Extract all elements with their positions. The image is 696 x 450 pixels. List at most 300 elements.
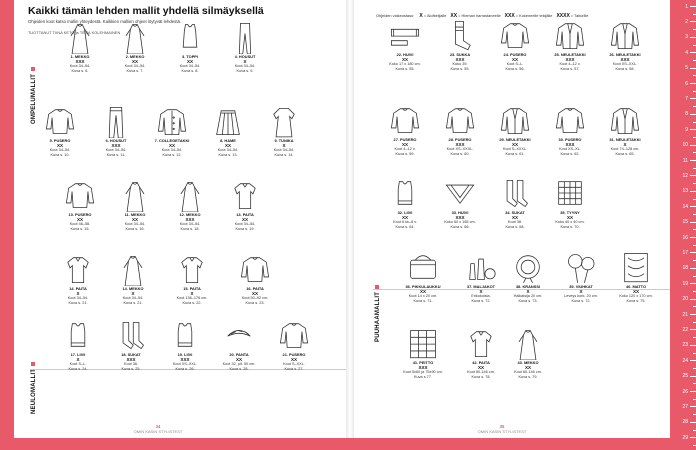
ruler-tick [690,83,696,84]
ruler-number: 15 [682,219,688,226]
difficulty-mark: XXX [455,214,465,220]
item-sizes: Koot XS–XXL. [172,362,198,367]
item-page-ref: Kuva s. 11. [106,152,126,157]
credits-line: TUOTTANUT TIINA KETO ja TEIJA KOLEHMAINEN [28,31,121,35]
ruler-number: 26 [682,388,688,395]
item-page-ref: Kuva s. 65. [615,151,635,156]
ruler-tick [690,283,696,284]
item-label: 42. PAITA [472,360,490,365]
item-page-ref: Kuva s. 61. [505,151,525,156]
item-label: 32. LIIVI [397,210,413,215]
dress-sketch-icon [63,20,97,54]
catalog-item[interactable] [551,250,611,303]
item-page-ref: Kuva s. 22. [182,300,202,305]
catalog-item[interactable] [155,318,215,371]
shirt-sketch-icon [464,326,498,360]
ruler-tick [690,175,696,176]
ruler-number: 3 [685,34,688,41]
item-page-ref: Kuva s. 73. [518,298,538,303]
ruler-number: 16 [682,234,688,241]
catalog-item[interactable] [485,18,545,71]
vest-sketch-icon [61,318,95,352]
item-page-ref: Kuva s. 68. [505,224,525,229]
item-label: 9. TUNIKA [274,138,294,143]
jacket-sketch-icon [155,104,189,138]
item-page-ref: Kuva s. 58. [615,66,635,71]
vest-sketch-icon [168,318,202,352]
legend-mark: XXXX [556,13,570,19]
difficulty-mark: XX [401,56,408,62]
catalog-item[interactable] [103,252,163,305]
item-page-ref: Kuva s. 14. [274,152,294,157]
top-sketch-icon [173,20,207,54]
cardigan-sketch-icon [553,18,587,52]
item-page-ref: Kuva s.77. [414,374,432,379]
catalog-item[interactable] [142,104,202,157]
item-label: 18. SUKAT [121,352,141,357]
ruler-tick [690,360,696,361]
ruler-tick [690,299,696,300]
difficulty-mark: XXX [565,56,575,62]
item-label: 10. PUSERO [68,212,92,217]
cardigan-sketch-icon [608,18,642,52]
tunic-sketch-icon [267,104,301,138]
ruler-number: 12 [682,172,688,179]
catalog-item[interactable] [595,103,655,156]
item-label: 21. PUSERO [282,352,306,357]
item-sizes: Koot S–L. [506,62,524,67]
difficulty-mark: XX [632,288,639,294]
ruler-tick [690,6,696,7]
catalog-item[interactable] [430,176,490,229]
difficulty-mark: XX [477,364,484,370]
edge-ruler [676,0,696,450]
item-label: 13. PAITA [236,212,254,217]
ruler-number: 27 [682,403,688,410]
cardigan-sketch-icon [608,103,642,137]
item-sizes: Koot 4–12 v. [394,147,416,152]
item-label: 40. MATTO [626,284,646,289]
difficulty-mark: XXX [455,141,465,147]
item-label: 37. MALJAKOT [466,284,496,289]
item-label: 33. HUIVI [451,210,469,215]
item-page-ref: Kuva s. 27. [284,366,304,371]
ruler-number: 11 [682,157,688,164]
item-sizes: Koot 74–128 cm. [610,147,640,152]
item-label: 19. LIIVI [177,352,193,357]
item-sizes: Koot 34–54. [273,148,295,153]
catalog-item[interactable] [86,104,146,157]
ruler-tick [690,437,696,438]
difficulty-mark: X [526,288,530,294]
scarf-sketch-icon [388,18,422,52]
catalog-item[interactable] [540,176,600,229]
page-gutter [346,0,354,438]
catalog-item[interactable] [209,318,269,371]
wreath-sketch-icon [511,250,545,284]
ruler-number: 5 [685,65,688,72]
item-page-ref: Kuva s. 55. [395,66,415,71]
catalog-item[interactable] [595,18,655,71]
item-page-ref: Kuva s. 62. [560,151,580,156]
sweater-sketch-icon [443,103,477,137]
difficulty-mark: XX [76,216,83,222]
catalog-item[interactable] [160,20,220,73]
item-page-ref: Kuva s. 60. [450,151,470,156]
difficulty-mark: XX [235,356,242,362]
subtitle-line: Ohjeiden koot katso mallin yhteydestä. Kaikkien mallien ohjeet löytyvät lehdestä. [28,19,182,24]
legend-text: = Hieman harrastaneelle [457,13,501,18]
catalog-item[interactable] [160,178,220,231]
ruler-tick [690,237,696,238]
item-sizes: Koot 136–176 cm. [176,296,208,301]
catalog-item[interactable] [498,326,558,379]
catalog-item[interactable] [225,252,285,305]
sweater-sketch-icon [388,103,422,137]
difficulty-mark: X [190,290,194,296]
difficulty-mark: XXX [455,56,465,62]
item-page-ref: Kuva s. 71. [413,298,433,303]
item-label: 20. PANTA [229,352,249,357]
sock-sketch-icon [443,18,477,52]
socks-sketch-icon [498,176,532,210]
ruler-number: 23 [682,342,688,349]
difficulty-mark: XX [224,142,231,148]
item-page-ref: Kuva s. 55. [450,66,470,71]
ruler-number: 29 [682,434,688,441]
catalog-item[interactable] [215,20,275,73]
item-sizes: Koot 5x60 ja 75x90 cm. [403,370,443,375]
item-page-ref: Kuva s. 70. [560,224,580,229]
catalog-item[interactable] [485,176,545,229]
item-label: 2. MEKKO [125,54,145,59]
item-page-ref: Kuva s. 15. [70,226,90,231]
difficulty-mark: XX [168,142,175,148]
vest-sketch-icon [388,176,422,210]
catalog-item[interactable] [48,252,108,305]
difficulty-mark: XX [251,290,258,296]
catalog-item[interactable] [101,318,161,371]
ruler-tick [690,160,696,161]
item-sizes: Koot S–XXL. [283,362,305,367]
ruler-tick [690,391,696,392]
item-sizes: Koot 50–92 cm. [241,296,269,301]
ruler-number: 22 [682,326,688,333]
item-label: 24. PUSERO [503,52,527,57]
ruler-tick [690,252,696,253]
catalog-item[interactable] [606,250,666,303]
ruler-number: 7 [685,95,688,102]
catalog-item[interactable] [30,104,90,157]
ruler-tick [690,376,696,377]
catalog-item[interactable] [498,250,558,303]
difficulty-mark: X [243,58,247,64]
item-label: 1. MEKKO [70,54,90,59]
difficulty-mark: XX [186,58,193,64]
socks-sketch-icon [114,318,148,352]
page-number: 34 [155,424,161,429]
item-label: 4. HOUSUT [234,54,256,59]
shawl-sketch-icon [443,176,477,210]
difficulty-mark: XX [131,58,138,64]
headband-sketch-icon [222,318,256,352]
item-page-ref: Kuva s. 78. [471,374,491,379]
difficulty-mark: X [76,290,80,296]
ruler-tick [690,145,696,146]
difficulty-mark: XXX [180,356,190,362]
item-label: 22. HUIVI [396,52,414,57]
section-puuhamallit: PUUHAAMALLIT [375,285,381,342]
item-label: 39. VIUHKAT [569,284,593,289]
item-label: 26. NEULETAKKI [609,52,641,57]
difficulty-mark: X [623,141,627,147]
catalog-item[interactable] [540,18,600,71]
item-sizes: Koot S–L. [69,362,87,367]
catalog-item[interactable] [264,318,324,371]
ruler-number: 8 [685,111,688,118]
item-label: 5. PUSERO [49,138,71,143]
item-sizes: Koot 4–12 v. [559,62,581,67]
difficulty-mark: X [282,142,286,148]
shirt-sketch-icon [175,252,209,286]
ruler-number: 20 [682,296,688,303]
quilt-sketch-icon [406,326,440,360]
ruler-tick [690,191,696,192]
item-label: 25. NEULETAKKI [554,52,586,57]
catalog-item[interactable] [254,104,314,157]
dress-sketch-icon [173,178,207,212]
item-label: 28. PUSERO [448,137,472,142]
dress-sketch-icon [118,178,152,212]
difficulty-mark: X [579,288,583,294]
skirt-sketch-icon [211,104,245,138]
difficulty-mark: XXX [111,142,121,148]
section-neulemallit: NEULOMALLIT [31,362,37,414]
ruler-tick [690,222,696,223]
catalog-item[interactable] [375,176,435,229]
difficulty-mark: XXX [620,56,630,62]
ruler-tick [690,345,696,346]
item-page-ref: Kuva s. 10. [50,152,70,157]
item-sizes: Koot 34–54. [49,148,71,153]
legend-text: = Kokeneelle tekijälle [514,13,553,18]
catalog-item[interactable] [430,18,490,71]
item-page-ref: Kuva s. 72. [571,298,591,303]
ruler-number: 9 [685,126,688,133]
catalog-item[interactable] [162,252,222,305]
item-sizes: Koot XS–XXL. [612,62,638,67]
item-sizes: Koot XS–XL. [559,147,581,152]
legend-mark: XXX [504,13,515,19]
item-sizes: Koot 34–54. [67,296,89,301]
item-sizes: Koot 14 x 20 cm. [408,294,438,299]
sweater-sketch-icon [498,18,532,52]
catalog-item[interactable] [375,103,435,156]
difficulty-mark: XX [511,214,518,220]
catalog-item[interactable] [430,103,490,156]
folio-text: OMIN KÄSIN STYLISTEST [133,429,183,434]
item-page-ref: Kuva s. 8. [181,68,199,73]
item-page-ref: Kuva s. 59. [395,151,415,156]
sweater-sketch-icon [553,103,587,137]
ruler-number: 24 [682,357,688,364]
difficulty-mark: X [76,356,80,362]
ruler-number: 10 [682,142,688,149]
difficulty-mark: XX [566,214,573,220]
item-page-ref: Kuva s. 13. [218,152,238,157]
item-label: 12. MEKKO [179,212,201,217]
item-sizes: Koot 34–54. [217,148,239,153]
catalog-item[interactable] [375,18,435,71]
legend-prefix: Ohjeiden vaikeustaso: [376,13,415,18]
ruler-number: 6 [685,80,688,87]
item-sizes: Koot 34–54. [161,148,183,153]
item-label: 8. HAME [220,138,236,143]
item-page-ref: Kuva s. 6. [71,68,89,73]
ruler-tick [690,98,696,99]
ruler-tick [690,422,696,423]
item-sizes: Koot 34–54. [179,222,201,227]
leggings-sketch-icon [228,20,262,54]
item-sizes: Koko 39. [452,62,468,67]
item-sizes: Koot S–XXXL. [502,147,528,152]
catalog-item[interactable] [393,250,453,303]
item-label: 16. PAITA [246,286,264,291]
cushion-sketch-icon [553,176,587,210]
item-page-ref: Kuva s. 19. [235,226,255,231]
difficulty-mark: XXX [126,356,136,362]
catalog-item[interactable] [105,178,165,231]
difficulty-mark: XX [56,142,63,148]
item-sizes: Koot 34–54. [124,222,146,227]
item-sizes: Koko 17 x 180 cm. [389,62,421,67]
catalog-item[interactable] [485,103,545,156]
ruler-number: 4 [685,49,688,56]
item-sizes: Koko 120 x 170 cm. [619,294,653,299]
ruler-tick [690,329,696,330]
item-page-ref: Kuva s. 23. [245,300,265,305]
item-page-ref: Kuva s. 66. [450,224,470,229]
item-sizes: Leveys kork. 20 cm. [564,294,598,299]
item-sizes: Koot 34–54. [122,296,144,301]
bag-sketch-icon [406,250,440,284]
item-sizes: Koot 34–54. [234,222,256,227]
ruler-tick [690,268,696,269]
item-sizes: Koot 36. [123,362,139,367]
item-page-ref: Kuva s. 72. [471,298,491,303]
ruler-tick [690,68,696,69]
sweater-sketch-icon [238,252,272,286]
item-page-ref: Kuva s. 64. [395,224,415,229]
difficulty-mark: XX [511,56,518,62]
ruler-number: 1 [685,3,688,10]
item-label: 31. NEULETAKKI [609,137,641,142]
ruler-number: 25 [682,373,688,380]
item-sizes: Koot 46–58. [69,222,91,227]
shirt-sketch-icon [61,252,95,286]
item-label: 3. TOPPI [182,54,198,59]
item-page-ref: Kuva s. 16. [125,226,145,231]
catalog-item[interactable] [105,20,165,73]
folio-left [118,424,198,434]
item-sizes: Koot 34–54. [124,64,146,69]
item-label: 23. SUKKA [449,52,471,57]
sweater-sketch-icon [277,318,311,352]
ruler-tick [690,114,696,115]
ruler-tick [690,314,696,315]
difficulty-mark: X [131,290,135,296]
ruler-tick [690,129,696,130]
item-page-ref: Kuva s. 56. [505,66,525,71]
item-sizes: Koot 34–54. [234,64,256,69]
catalog-item[interactable] [50,20,110,73]
ruler-number: 13 [682,188,688,195]
folio-right [462,424,542,434]
item-sizes: Koot 32, pit. 50 cm. [222,362,256,367]
fans-sketch-icon [564,250,598,284]
item-sizes: Koot 34–54. [179,64,201,69]
legend-text: = Aloittelijalle [422,13,447,18]
item-label: 35. TYYNY [560,210,580,215]
item-label: 29. NEULETAKKI [499,137,531,142]
legend-mark: XX [450,13,458,19]
item-page-ref: Kuva s. 75. [626,298,646,303]
page-title: Kaikki tämän lehden mallit yhdellä silmäyksellä [28,5,264,17]
item-sizes: Koko 40 x 40 cm. [555,220,585,225]
item-label: 14. MEKKO [122,286,144,291]
sweater-sketch-icon [63,178,97,212]
difficulty-mark: XXX [418,364,428,370]
difficulty-mark: XX [131,216,138,222]
item-page-ref: Kuva s. 28. [229,366,249,371]
item-page-ref: Kuva s. 9. [236,68,254,73]
cardigan-sketch-icon [498,103,532,137]
trousers-sketch-icon [99,104,133,138]
difficulty-mark: XX [241,216,248,222]
item-label: 34. SUKAT [505,210,525,215]
legend-mark: X [419,13,423,19]
difficulty-mark: XXX [565,141,575,147]
ruler-tick [690,21,696,22]
difficulty-mark: XX [401,141,408,147]
difficulty-mark: XX [419,288,426,294]
item-label: 6. HOUSUT [105,138,127,143]
catalog-item[interactable] [48,318,108,371]
legend-text: = Taiturille [569,13,589,18]
item-sizes: Koot 34–54. [69,64,91,69]
item-label: 36. PIKKULAUKKU [405,284,441,289]
catalog-item[interactable] [215,178,275,231]
ruler-number: 2 [685,18,688,25]
catalog-item[interactable] [50,178,110,231]
item-sizes: Koko 60 x 165 cm. [444,220,476,225]
ruler-number: 18 [682,265,688,272]
item-page-ref: Kuva s. 12. [162,152,182,157]
item-sizes: Halkaisija 20 cm. [513,294,543,299]
item-label: 43. MEKKO [517,360,539,365]
shirt-sketch-icon [228,178,262,212]
catalog-item[interactable] [393,326,453,379]
difficulty-mark: X [479,288,483,294]
item-label: 17. LIIVI [70,352,86,357]
sweater-sketch-icon [43,104,77,138]
dress-sketch-icon [118,20,152,54]
item-label: 30. PUSERO [558,137,582,142]
item-page-ref: Kuva s. 57. [560,66,580,71]
catalog-item[interactable] [540,103,600,156]
item-label: 27. PUSERO [393,137,417,142]
catalog-item[interactable] [198,104,258,157]
